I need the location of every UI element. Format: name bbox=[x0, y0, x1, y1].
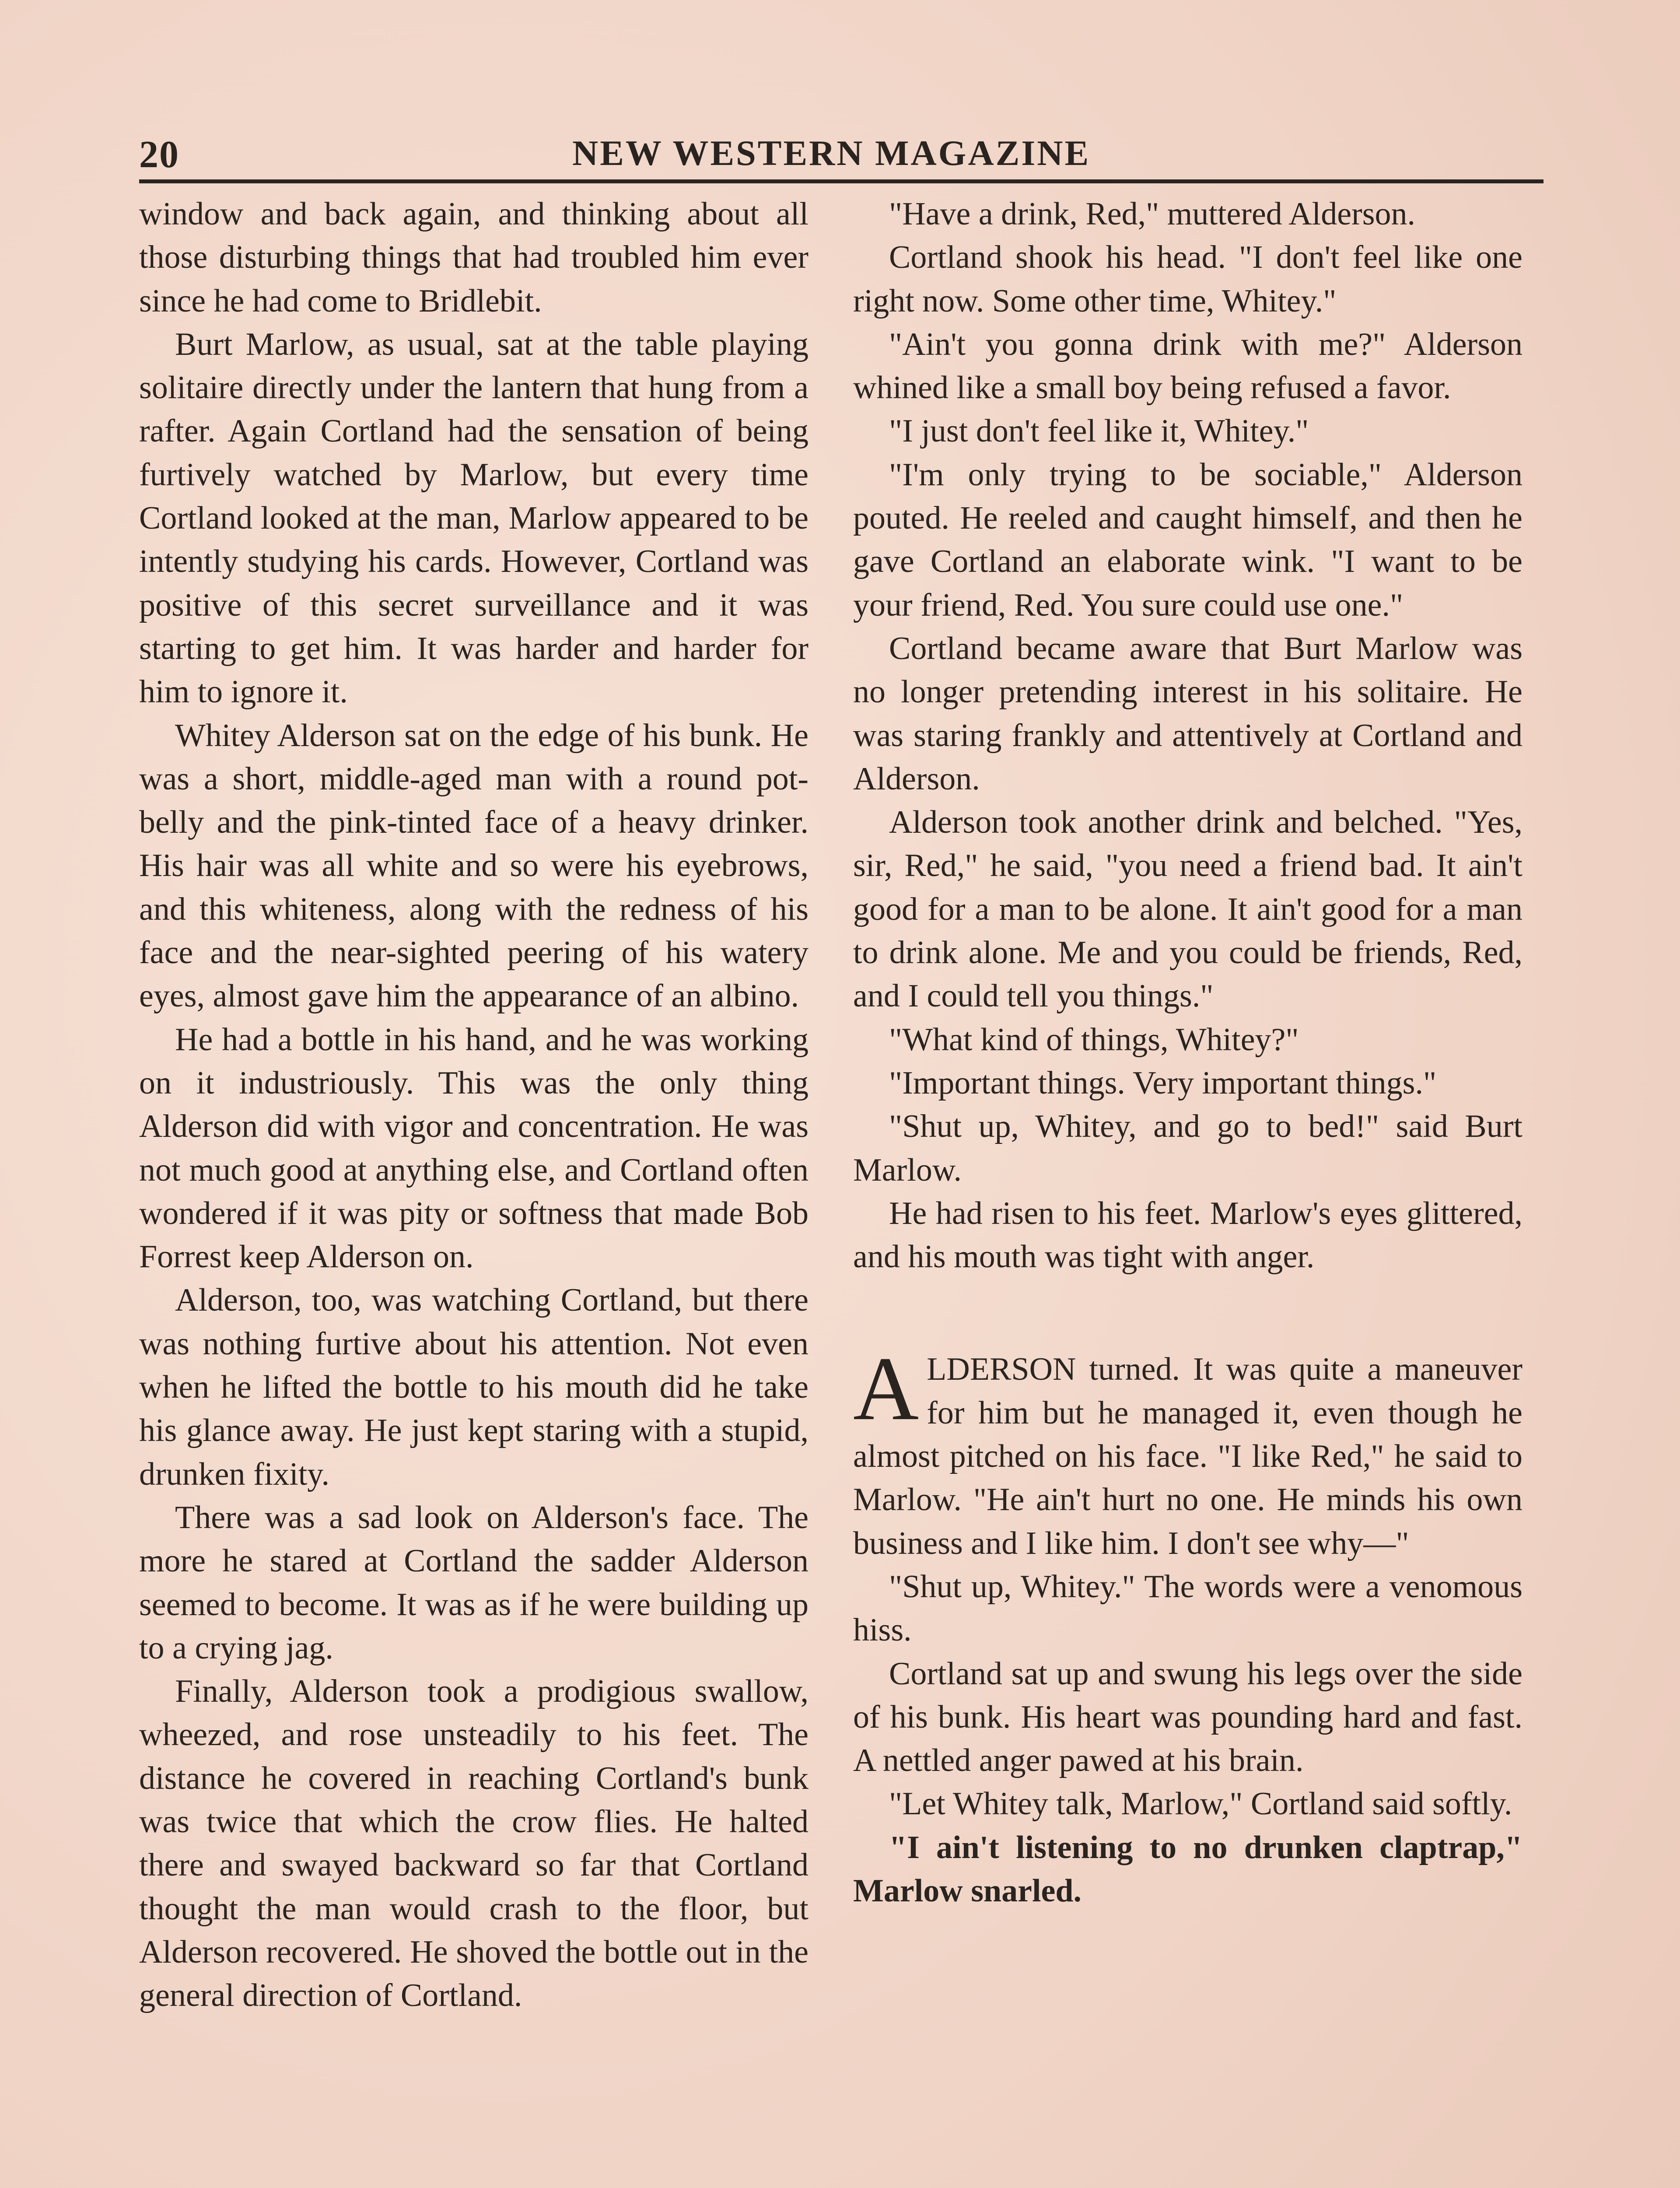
paragraph: "I ain't listening to no drunken claptrap," Marlow snarled. bbox=[853, 1829, 1522, 1909]
paragraph: "What kind of things, Whitey?" bbox=[889, 1021, 1299, 1058]
left-column bbox=[139, 193, 808, 2017]
paragraph: Burt Marlow, as usual, sat at the table playing solitaire directly under the lantern that hung from a rafter. Again Cortland had the sensation of being furtively watched by Marlow, but every time Cortland looked at the man, Marlow appeared to be intently studying his cards. However, Cortland was positive of this secret surveillance and it was starting to get him. It was harder and harder for him to ignore it. bbox=[139, 326, 808, 710]
drop-cap-initial: A bbox=[853, 1338, 919, 1439]
magazine-title: NEW WESTERN MAGAZINE bbox=[572, 133, 1091, 173]
paragraph: Finally, Alderson took a prodigious swallow, wheezed, and rose unsteadily to his feet. The distance he covered in reaching Cortland's bunk was twice that which the crow flies. He halted there and swayed backward so far that Cortland thought the man would crash to the floor, but Alderson recovered. He shoved the bottle out in the general direction of Cortland. bbox=[139, 1673, 808, 2014]
paragraph: "I just don't feel like it, Whitey." bbox=[889, 413, 1309, 449]
paragraph: "Shut up, Whitey, and go to bed!" said Burt Marlow. bbox=[853, 1108, 1522, 1188]
paragraph: "Let Whitey talk, Marlow," Cortland said softly. bbox=[889, 1786, 1512, 1822]
paragraph: window and back again, and thinking about all those disturbing things that had troubled him ever since he had come to Bridlebit. bbox=[139, 196, 808, 319]
paragraph: Cortland sat up and swung his legs over the side of his bunk. His heart was pounding hard and fast. A nettled anger pawed at his brain. bbox=[853, 1655, 1522, 1779]
paragraph: "Have a drink, Red," muttered Alderson. bbox=[889, 196, 1416, 232]
paragraph: Whitey Alderson sat on the edge of his bunk. He was a short, middle-aged man with a round pot-belly and the pink-tinted face of a heavy drinker. His hair was all white and so were his eyebrows, and this whiteness, along with the redness of his face and the near-sighted peering of his watery eyes, almost gave him the appearance of an albino. bbox=[139, 717, 808, 1014]
paragraph: Alderson took another drink and belched. "Yes, sir, Red," he said, "you need a friend bad. It ain't good for a man to be alone. It ain't good for a man to drink alone. Me and you could be friends, Red, and I could tell you things." bbox=[853, 804, 1522, 1014]
paragraph: He had risen to his feet. Marlow's eyes glittered, and his mouth was tight with anger. bbox=[853, 1195, 1522, 1275]
page-number: 20 bbox=[139, 133, 179, 176]
page-header bbox=[139, 129, 1544, 182]
header-rule bbox=[139, 179, 1544, 183]
paragraph: "Ain't you gonna drink with me?" Alderson whined like a small boy being refused a favor. bbox=[853, 326, 1522, 406]
dropcap-paragraph-text: LDERSON turned. It was quite a maneuver for him but he managed it, even though he almost pitched on his face. "I like Red," he said to Marlow. "He ain't hurt no one. He minds his own business and I like him. I don't see why—" bbox=[853, 1351, 1522, 1561]
right-column bbox=[853, 193, 1522, 1913]
paragraph: Cortland became aware that Burt Marlow was no longer pretending interest in his solitaire. He was staring frankly and attentively at Cortland and Alderson. bbox=[853, 630, 1522, 797]
paragraph: "I'm only trying to be sociable," Alderson pouted. He reeled and caught himself, and then he gave Cortland an elaborate wink. "I want to be your friend, Red. You sure could use one." bbox=[853, 456, 1522, 623]
paragraph: He had a bottle in his hand, and he was working on it industriously. This was the only thing Alderson did with vigor and concentration. He was not much good at anything else, and Cortland often wondered if it was pity or softness that made Bob Forrest keep Alderson on. bbox=[139, 1021, 808, 1275]
paragraph: "Important things. Very important things." bbox=[889, 1065, 1437, 1101]
paragraph: "Shut up, Whitey." The words were a venomous hiss. bbox=[853, 1568, 1522, 1648]
paragraph: Cortland shook his head. "I don't feel like one right now. Some other time, Whitey." bbox=[853, 239, 1522, 319]
paragraph: Alderson, too, was watching Cortland, but there was nothing furtive about his attention. Not even when he lifted the bottle to his mouth did he take his glance away. He just kept staring with a stupid, drunken fixity. bbox=[139, 1282, 808, 1492]
paragraph: There was a sad look on Alderson's face. The more he stared at Cortland the sadder Alderson seemed to become. It was as if he were building up to a crying jag. bbox=[139, 1499, 808, 1666]
dropcap-paragraph bbox=[853, 1338, 1522, 1565]
